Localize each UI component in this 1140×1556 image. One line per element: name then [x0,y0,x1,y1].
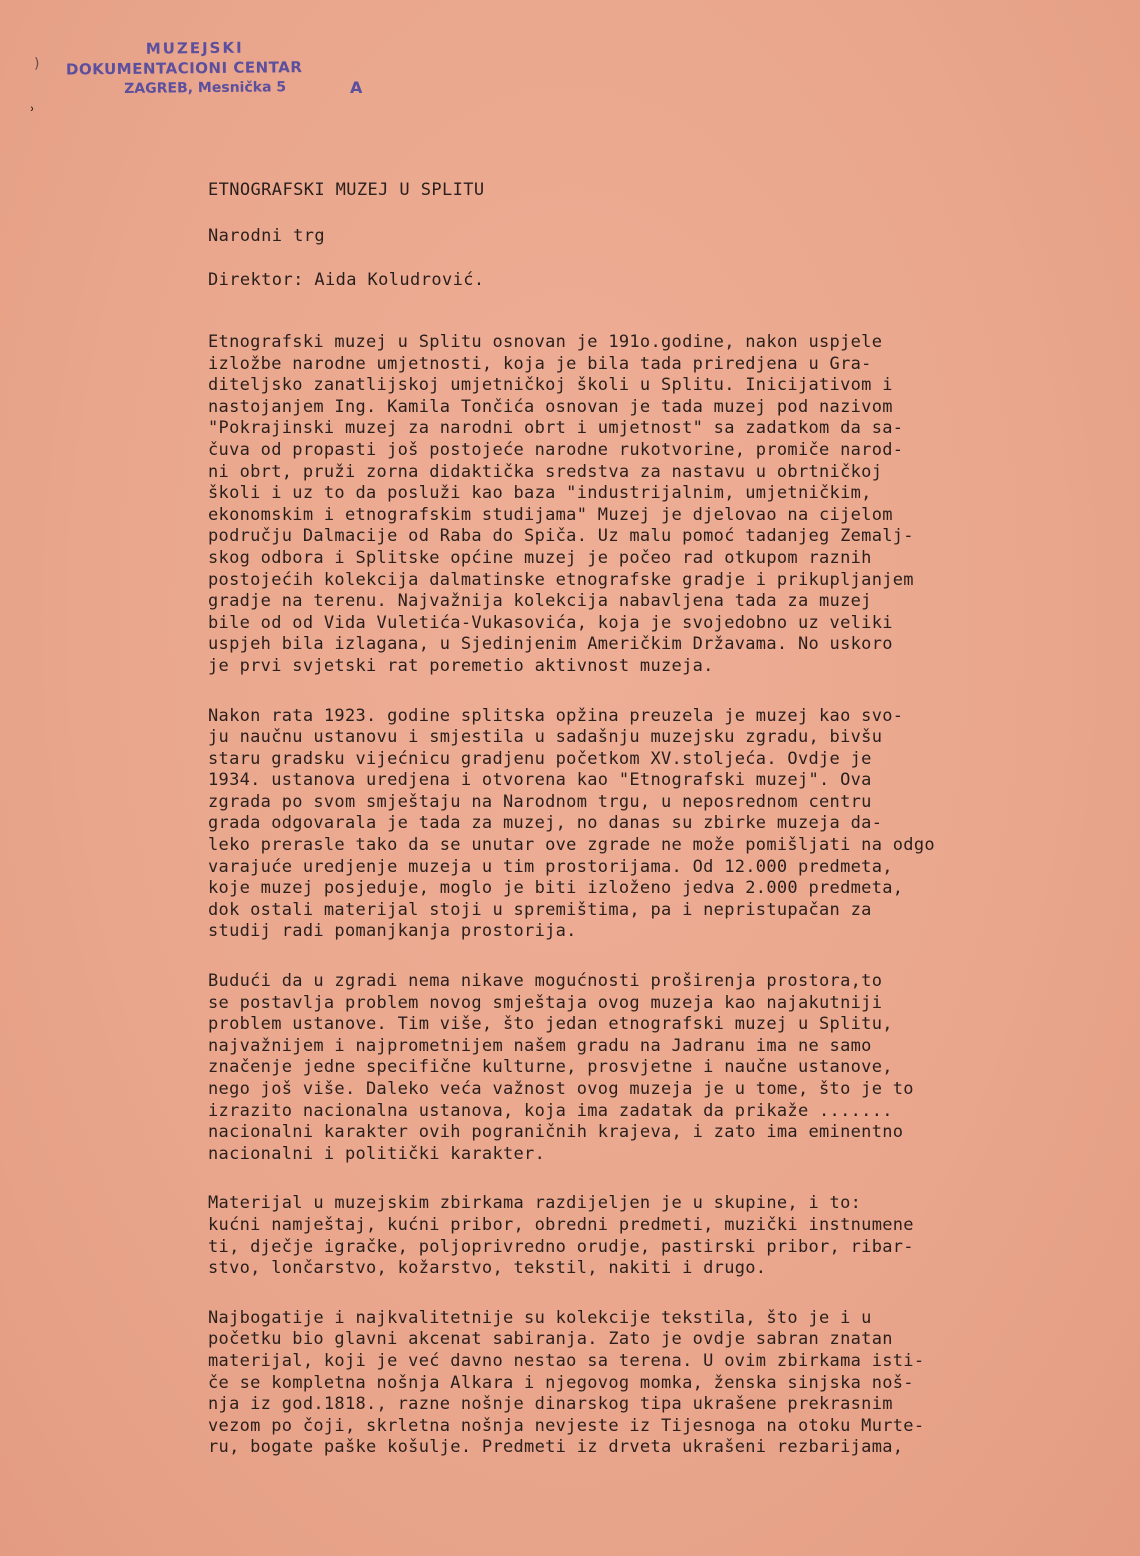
text-line: Materijal u muzejskim zbirkama razdijeljen je u skupine, i to: [208,1193,862,1214]
text-line: ru, bogate paške košulje. Predmeti iz drveta ukrašeni rezbarijama, [208,1437,904,1458]
stamp-line-3: ZAGREB, Mesnička 5 [124,79,287,97]
text-line: nacionalni karakter ovih pograničnih krajeva, i zato ima eminentno [208,1122,904,1143]
text-line: vezom po čoji, skrletna nošnja nevjeste iz Tijesnoga na otoku Murte- [208,1415,925,1436]
text-line: čuva od propasti još postojeće narodne rukotvorine, promiče narod- [208,439,904,460]
stamp-line-1: MUZEJSKI [145,38,244,58]
text-line: nego još više. Daleko veća važnost ovog muzeja je u tome, što je to [208,1079,914,1099]
text-line: Nakon rata 1923. godine splitska opžina preuzela je muzej kao svo- [208,705,904,726]
text-line: školi i uz to da posluži kao baza "industrijalnim, umjetničkim, [208,483,872,504]
paragraph [208,971,1108,1165]
text-line: materijal, koji je već davno nestao sa terena. U ovim zbirkama isti- [208,1350,925,1371]
text-line: kućni namještaj, kućni pribor, obredni predmeti, muzički instnumene [208,1214,914,1235]
document-body [208,332,1108,1487]
text-line: koje muzej posjeduje, moglo je biti izloženo jedva 2.000 predmeta, [208,878,904,899]
text-line: varajuće uredjenje muzeja u tim prostorijama. Od 12.000 predmeta, [208,856,893,877]
text-line: ti, dječje igračke, poljoprivredno orudje, pastirski pribor, ribar- [208,1236,914,1257]
text-line: gradje na terenu. Najvažnija kolekcija nabavljena tada za muzej [208,591,872,612]
text-line: "Pokrajinski muzej za narodni obrt i umjetnost" sa zadatkom da sa- [208,418,904,439]
text-line: leko prerasle tako da se unutar ove zgrade ne može pomišljati na odgo [208,835,935,856]
text-line: skog odbora i Splitske općine muzej je počeo rad otkupom raznih [208,547,872,568]
museum-stamp [60,36,371,99]
paragraph [208,1193,1108,1279]
text-line: Budući da u zgradi nema nikave mogućnosti proširenja prostora,to [208,971,883,992]
stamp-line-2: DOKUMENTACIONI CENTAR [65,58,303,79]
text-line: ni obrt, pruži zorna didaktička sredstva za nastavu u obrtničkoj [208,461,883,482]
text-line: Najbogatije i najkvalitetnije su kolekcije tekstila, što je i u [208,1307,872,1328]
text-line: postojećih kolekcija dalmatinske etnografske gradje i prikupljanjem [208,569,914,590]
paragraph [208,706,1108,944]
text-line: ju naučnu ustanovu i smjestila u sadašnju muzejsku zgradu, bivšu [208,727,883,748]
text-line: studij radi pomanjkanja prostorija. [208,921,577,942]
text-line: je prvi svjetski rat poremetio aktivnost muzeja. [208,655,714,676]
text-line: ekonomskim i etnografskim studijama" Muzej je djelovao na cijelom [208,504,893,525]
text-line: se postavlja problem novog smještaja ovog muzeja kao najakutniji [208,992,883,1013]
text-line: nastojanjem Ing. Kamila Tončića osnovan je tada muzej pod nazivom [208,396,893,417]
margin-tick-icon: ʾ [30,104,35,123]
text-line: problem ustanove. Tim više, što jedan etnografski muzej u Splitu, [208,1014,893,1035]
text-line: uspjeh bila izlagana, u Sjedinjenim Američkim Državama. No uskoro [208,634,893,655]
document-address: Narodni trg [208,226,325,246]
text-line: dok ostali materijal stoji u spremištima, pa i nepristupačan za [208,899,872,920]
text-line: najvažnijem i najprometnijem našem gradu na Jadranu ima ne samo [208,1035,872,1056]
paragraph [208,1308,1108,1459]
text-line: bile od od Vida Vuletića-Vukasovića, koja je svojedobno uz veliki [208,612,893,633]
document-director: Direktor: Aida Koludrović. [208,270,485,290]
text-line: nja iz god.1818., razne nošnje dinarskog tipa ukrašene prekrasnim [208,1394,893,1415]
text-line: izložbe narodne umjetnosti, koja je bila tada priredjena u Gra- [208,353,872,374]
text-line: nacionalni i politički karakter. [208,1143,546,1164]
text-line: početku bio glavni akcenat sabiranja. Zato je ovdje sabran znatan [208,1329,893,1350]
text-line: stvo, lončarstvo, kožarstvo, tekstil, nakiti i drugo. [208,1258,767,1279]
text-line: diteljsko zanatlijskoj umjetničkoj školi u Splitu. Inicijativom i [208,375,893,396]
text-line: izrazito nacionalna ustanova, koja ima zadatak da prikaže ....... [208,1100,893,1121]
text-line: zgrada po svom smještaju na Narodnom trgu, u neposrednom centru [208,791,872,812]
document-title: ETNOGRAFSKI MUZEJ U SPLITU [208,180,485,200]
stamp-mark: A [350,78,363,97]
text-line: staru gradsku vijećnicu gradjenu početkom XV.stoljeća. Ovdje je [208,748,872,769]
text-line: grada odgovarala je tada za muzej, no danas su zbirke muzeja da- [208,813,883,834]
text-line: području Dalmacije od Raba do Spiča. Uz malu pomoć tadanjeg Zemalj- [208,526,914,547]
text-line: 1934. ustanova uredjena i otvorena kao "Etnografski muzej". Ova [208,770,872,791]
text-line: če se kompletna nošnja Alkara i njegovog momka, ženska sinjska noš- [208,1372,914,1393]
margin-mark-icon: ) [34,56,40,72]
text-line: značenje jedne specifične kulturne, prosvjetne i naučne ustanove, [208,1057,893,1078]
paragraph [208,332,1108,678]
text-line: Etnografski muzej u Splitu osnovan je 191o.godine, nakon uspjele [208,332,883,352]
